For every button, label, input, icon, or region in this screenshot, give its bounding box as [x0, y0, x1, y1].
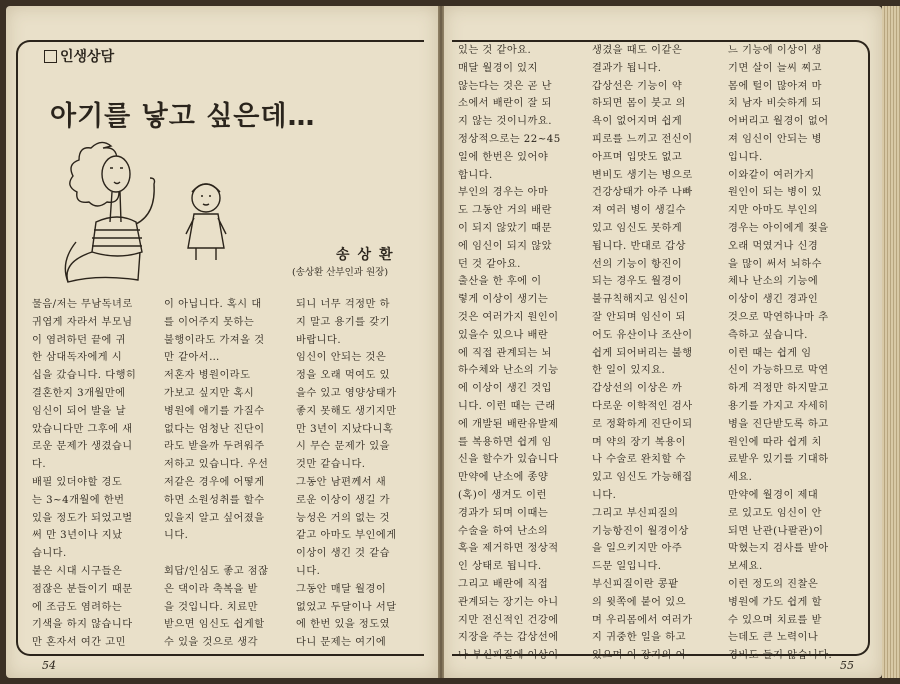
checkbox-icon [44, 50, 57, 63]
left-page [6, 6, 438, 678]
text-column-2: 이 아닙니다. 혹시 대 를 이어주지 못하는 불행이라도 가져올 것 만 같아서… 저혼자 병원이라도 가보고 싶지만 혹시 병원에 애기를 가질수 없다는 엄청난 진단이 라도 받을까 두려워주 저하고 있습니다. 우선 저같은 경우에 어떻게 하면 소원성취를 할수 있을지 알고 싶어졌을 니다. 회답/인심도 좋고 점잖 은 댁이라 축복을 받 을 것입니다. 치료만 받으면 임신도 쉽게할 수 있을 것으로 생각 [164, 299, 269, 649]
right-page [444, 6, 882, 678]
text-column-3: 되니 너무 걱정만 하 지 말고 용기를 갖기 바랍니다. 임신이 안되는 것은 정을 오래 먹여도 있 을수 있고 영양상태가 좋지 못해도 생기지만 만 3년이 지났다니혹 시 무슨 문제가 있을 것만 같습니다. 그동안 남편께서 새 로운 이상이 생길 가 능성은 거의 없는 것 같고 아마도 부인에게 이상이 생긴 것 같습 니다. 그동안 매달 월경이 없었고 두달이나 서달 에 한번 있을 정도였 다니 문제는 여기에 [296, 299, 397, 649]
author-name: 송상환 [336, 247, 401, 263]
text-column-6: 느 기능에 이상이 생 기면 살이 늘씨 찌고 몸에 털이 많아져 마 치 남자 비슷하게 되 어버리고 월경이 없어 져 임신이 안되는 병 입니다. 이와같이 여러가지 원인이 되는 병이 있 지만 아마도 부인의 경우는 아이에게 젖을 오래 먹였거나 신경 을 많이 써서 뇌하수 체나 난소의 기능에 이상이 생긴 경과인 것으로 막연하나마 추 측하고 싶습니다. 이런 때는 쉽게 임 신이 가능하므로 막연 하게 걱정만 하지말고 용기를 가지고 자세히 병을 진단받도록 하고 원인에 따라 쉽게 치 료받우 있기를 기대하 세요. 만약에 월경이 제대 로 있고도 임신이 안 되면 난관(나팔관)이 막혔는지 검사를 받아 보세요. 이런 정도의 진찰은 병원에 가도 쉽게 할 수 있으며 치료를 받 는데도 큰 노력이나 경비도 들지 않습니다. [728, 45, 833, 662]
category-text: 인생상담 [60, 49, 115, 65]
author-affiliation: (송상환 산부인과 원장) [292, 267, 389, 278]
mother-child-illustration [56, 136, 246, 286]
text-column-4: 있는 것 같아요. 매달 월경이 있지 않는다는 것은 곧 난 소에서 배란이 잘 되 지 않는 것이니까요. 정상적으로는 22~45 일에 한번은 있어야 합니다. 부인의 경우는 아마 도 그동안 거의 배란 이 되지 않았기 때문 에 임신이 되지 않았 던 것 같아요. 출산을 한 후에 이 렇게 이상이 생기는 것은 여러가지 원인이 있을수 있으나 배란 에 직접 관계되는 뇌 하수체와 난소의 기능 에 이상이 생긴 것입 니다. 이런 때는 근래 에 개발된 배란유발제 를 복용하면 쉽게 임 신을 할수가 있습니다 만약에 난소에 종양 (혹)이 생겨도 이런 경과가 되며 이때는 수술을 하여 난소의 혹을 제거하면 정상적 인 상태로 됩니다. 그리고 배란에 직접 관계되는 장기는 아니 지만 전신적인 건강에 지장을 주는 갑상선에 나 부신피질에 이상이 [458, 45, 561, 662]
page-number: 54 [42, 659, 56, 672]
text-column-1: 물음/저는 무남독녀로 귀엽게 자라서 부모님 이 염려하던 끝에 귀 한 삼대독자에게 시 십을 갔습니다. 다행히 결혼한지 3개월만에 임신이 되어 발을 날 았습니다만 그후에 새 로운 문제가 생겼습니 다. 배필 있더야할 경도 는 3~4개월에 한번 있을 정도가 되었고벌 써 만 3년이나 지났 습니다. 붙은 시대 시구들은 점잖은 분들이기 때문 에 조금도 염려하는 기색을 하지 않습니다 만 혼자서 여간 고민 [32, 299, 137, 649]
text-column-5: 생겼을 때도 이같은 결과가 됩니다. 갑상선은 기능이 약 하되면 몸이 붓고 의 욕이 없어지며 쉽게 피로를 느끼고 전신이 아프며 입맛도 없고 변비도 생기는 병으로 건강상태가 아주 나빠 져 여러 병이 생길수 있고 임신도 못하게 됩니다. 반대로 갑상 선의 기능이 항진이 되는 경우도 월경이 불규칙해지고 임신이 잘 안되며 임신이 되 어도 유산이나 조산이 쉽게 되어버리는 불행 한 일이 있지요. 갑상선의 이상은 까 다로운 이학적인 검사 로 정확하게 진단이되 며 약의 장기 복용이 나 수술로 완치할 수 있고 임신도 가능해집 니다. 그리고 부신피질의 기능항진이 월경이상 을 일으키지만 아주 드문 일입니다. 부신피질이란 콩팥 의 윗쪽에 붙어 있으 며 우리몸에서 여러가 지 귀중한 일을 하고 있으며 이 장기의 어 [592, 45, 693, 662]
page-number: 55 [840, 659, 854, 672]
article-title: 아기를 낳고 싶은데… [50, 101, 316, 132]
category-label [40, 46, 118, 66]
page-edges [882, 6, 900, 678]
